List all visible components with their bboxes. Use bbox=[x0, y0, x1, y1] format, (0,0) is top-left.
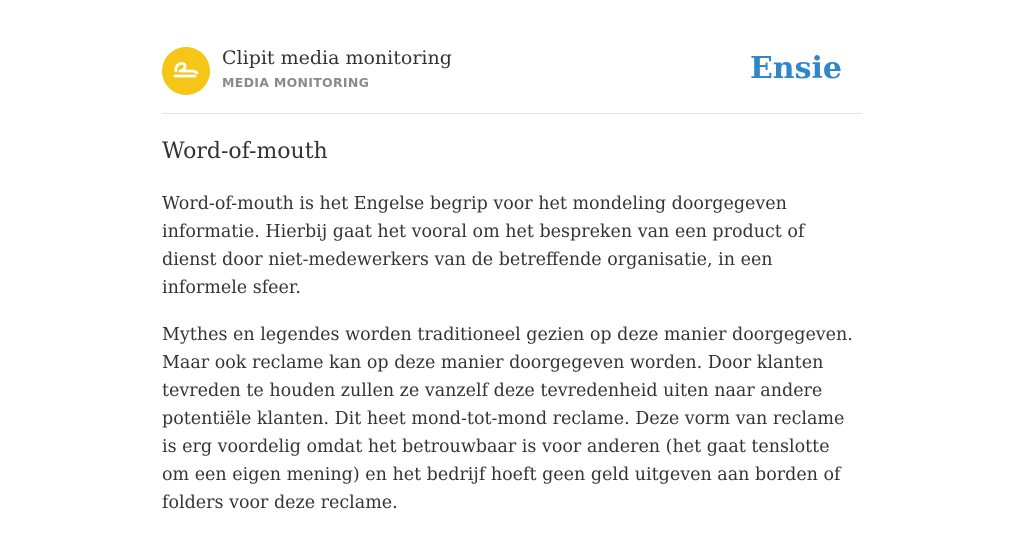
author-name[interactable]: Clipit media monitoring bbox=[222, 47, 452, 69]
article-paragraph: Word-of-mouth is het Engelse begrip voor het mondeling doorgegeven informatie. Hierbij gaat het vooral om het bespreken van een product of dienst door niet-medewerkers van de betreffende organisatie, in een informele sfeer. bbox=[162, 194, 805, 298]
author-info bbox=[222, 46, 452, 90]
card-header bbox=[162, 0, 862, 114]
speech-bubble-icon bbox=[162, 47, 210, 95]
definition-card bbox=[162, 0, 862, 513]
article-body bbox=[162, 190, 862, 536]
article-title: Word-of-mouth bbox=[162, 139, 328, 164]
article-paragraph: Mythes en legendes worden traditioneel gezien op deze manier doorgegeven. Maar ook reclame kan op deze manier doorgegeven worden. Door klanten tevreden te houden zullen ze vanzelf deze tevredenheid uiten naar andere potentiële klanten. Dit heet mond-tot-mond reclame. Deze vorm van reclame is erg voordelig omdat het betrouwbaar is voor anderen (het gaat tenslotte om een eigen mening) en het bedrijf hoeft geen geld uitgeven aan borden of folders voor deze reclame. bbox=[162, 325, 853, 513]
author-avatar[interactable] bbox=[162, 47, 210, 95]
author-role: MEDIA MONITORING bbox=[222, 75, 370, 90]
brand-logo[interactable]: Ensie bbox=[749, 51, 842, 86]
